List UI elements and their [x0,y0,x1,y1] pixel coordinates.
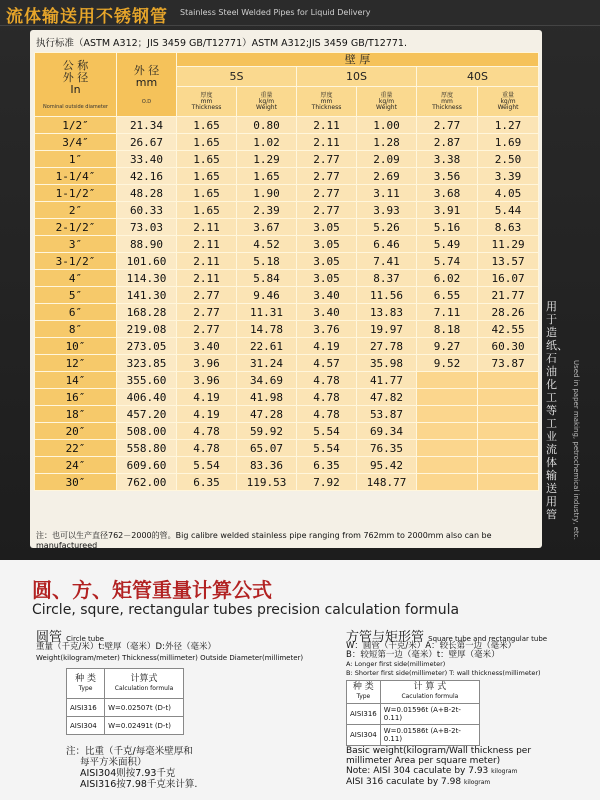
value-cell: 83.36 [237,457,297,474]
value-cell [478,423,539,440]
thickness-label: 厚度 mm Thickness [297,87,357,117]
value-cell: 3.39 [478,168,539,185]
footnote: 注：也可以生产直径762－2000的管。Big calibre welded stainless pipe ranging from 762mm to 2000mm also can be manufactureed [36,531,492,550]
table-row [35,253,539,270]
value-cell: 2.11 [177,253,237,270]
table-row [35,338,539,355]
value-cell: 3.05 [297,219,357,236]
side-caption-en: Used in paper making, petrochemical industry, etc. [572,360,580,540]
value-cell: 22.61 [237,338,297,355]
value-cell: 9.27 [417,338,478,355]
size-cell: 30″ [35,474,117,491]
table-row: AISI316 W=0.02507t (D-t) [67,699,184,717]
value-cell: 19.97 [357,321,417,338]
thickness-label: 厚度 mm Thickness [417,87,478,117]
value-cell: 4.78 [297,406,357,423]
value-cell: 4.57 [297,355,357,372]
value-cell: 2.11 [297,117,357,134]
value-cell: 2.77 [177,287,237,304]
table-row [35,168,539,185]
size-cell: 2″ [35,202,117,219]
value-cell: 7.92 [297,474,357,491]
value-cell: 13.57 [478,253,539,270]
value-cell: 2.39 [237,202,297,219]
value-cell: 3.96 [177,372,237,389]
value-cell: 13.83 [357,304,417,321]
table-row [35,287,539,304]
side-caption [546,300,586,540]
value-cell [478,389,539,406]
value-cell: 14.78 [237,321,297,338]
value-cell: 2.87 [417,134,478,151]
formula-title-en: Circle, squre, rectangular tubes precision calculation formula [32,602,460,618]
value-cell: 21.77 [478,287,539,304]
value-cell: 4.52 [237,236,297,253]
od-cell: 406.40 [117,389,177,406]
value-cell [478,474,539,491]
value-cell: 41.98 [237,389,297,406]
formula-section [0,560,600,800]
banner-title-cn: 流体输送用不锈钢管 [6,7,168,27]
od-cell: 508.00 [117,423,177,440]
value-cell: 5.54 [297,440,357,457]
value-cell: 1.29 [237,151,297,168]
value-cell: 8.37 [357,270,417,287]
value-cell [417,389,478,406]
od-cell: 60.33 [117,202,177,219]
od-cell: 609.60 [117,457,177,474]
od-cell: 88.90 [117,236,177,253]
value-cell: 28.26 [478,304,539,321]
value-cell: 6.55 [417,287,478,304]
value-cell: 3.05 [297,253,357,270]
value-cell: 1.65 [177,151,237,168]
value-cell: 2.77 [297,151,357,168]
square-tube-note: Basic weight(kilogram/Wall thickness per millimeter Area per square meter) Note: AISI 304 caculate by 7.93 kilogram AISI 316 caculate by 7.98 kilogram [346,746,532,787]
value-cell: 4.19 [297,338,357,355]
value-cell [417,423,478,440]
value-cell: 27.78 [357,338,417,355]
table-row [35,219,539,236]
value-cell: 5.49 [417,236,478,253]
value-cell: 2.11 [177,236,237,253]
od-cell: 42.16 [117,168,177,185]
value-cell: 2.77 [177,321,237,338]
value-cell: 148.77 [357,474,417,491]
size-cell: 4″ [35,270,117,287]
size-header: 公 称 外 径 In Nominal outside diameter [35,53,117,117]
value-cell: 4.78 [297,389,357,406]
size-cell: 14″ [35,372,117,389]
wall-header: 壁 厚 [177,53,539,67]
value-cell: 5.18 [237,253,297,270]
value-cell: 3.05 [297,270,357,287]
value-cell: 3.67 [237,219,297,236]
od-cell: 73.03 [117,219,177,236]
value-cell: 73.87 [478,355,539,372]
value-cell: 1.28 [357,134,417,151]
weight-label: 重量 kg/m Weight [478,87,539,117]
size-cell: 20″ [35,423,117,440]
table-body [35,117,539,491]
value-cell: 5.84 [237,270,297,287]
circle-tube-note: 注：比重（千克/每毫米壁厚和 每平方米面积） AISI304则按7.93千克 AISI316按7.98千克来计算. [66,746,198,790]
circle-tube-heading: 圆管 Circle tube [36,630,104,645]
value-cell: 8.18 [417,321,478,338]
standard-text: 执行标准（ASTM A312；JIS 3459 GB/T12771）ASTM A312;JIS 3459 GB/T12771. [36,38,407,49]
size-cell: 24″ [35,457,117,474]
schedule-40s: 40S [417,67,539,87]
value-cell: 9.52 [417,355,478,372]
value-cell: 1.65 [177,202,237,219]
od-cell: 323.85 [117,355,177,372]
size-cell: 3″ [35,236,117,253]
value-cell: 6.35 [297,457,357,474]
value-cell: 3.05 [297,236,357,253]
value-cell: 5.26 [357,219,417,236]
value-cell: 42.55 [478,321,539,338]
size-cell: 2-1/2″ [35,219,117,236]
weight-label: 重量 kg/m Weight [237,87,297,117]
value-cell: 4.05 [478,185,539,202]
od-cell: 26.67 [117,134,177,151]
square-formula-table: 种 类 Type 计 算 式 Caculation formula AISI316 W=0.01596t (A+B-2t-0.11) AISI304 W=0.01586t (A+B-2t-0.11) [346,680,480,746]
value-cell [417,372,478,389]
value-cell: 5.54 [297,423,357,440]
size-cell: 12″ [35,355,117,372]
value-cell: 2.09 [357,151,417,168]
table-row [35,117,539,134]
value-cell: 34.69 [237,372,297,389]
value-cell: 3.38 [417,151,478,168]
banner-title-en: Stainless Steel Welded Pipes for Liquid Delivery [180,8,371,17]
value-cell [478,440,539,457]
value-cell: 47.28 [237,406,297,423]
value-cell: 1.00 [357,117,417,134]
value-cell: 11.56 [357,287,417,304]
value-cell: 2.69 [357,168,417,185]
size-cell: 22″ [35,440,117,457]
size-cell: 1″ [35,151,117,168]
value-cell: 3.56 [417,168,478,185]
value-cell: 31.24 [237,355,297,372]
value-cell: 1.69 [478,134,539,151]
table-row [35,355,539,372]
table-row [35,372,539,389]
value-cell: 2.11 [177,219,237,236]
od-cell: 48.28 [117,185,177,202]
size-cell: 3-1/2″ [35,253,117,270]
value-cell: 7.11 [417,304,478,321]
value-cell: 9.46 [237,287,297,304]
value-cell: 3.40 [297,287,357,304]
pipe-spec-table [34,52,539,491]
table-row [35,185,539,202]
value-cell: 59.92 [237,423,297,440]
table-row [35,457,539,474]
value-cell: 5.16 [417,219,478,236]
value-cell: 2.11 [297,134,357,151]
table-row [35,423,539,440]
size-cell: 18″ [35,406,117,423]
table-row: AISI316 W=0.01596t (A+B-2t-0.11) [347,704,480,725]
value-cell: 3.68 [417,185,478,202]
value-cell: 65.07 [237,440,297,457]
value-cell: 4.78 [177,440,237,457]
table-row [35,440,539,457]
od-cell: 141.30 [117,287,177,304]
value-cell: 3.40 [297,304,357,321]
value-cell: 119.53 [237,474,297,491]
od-cell: 762.00 [117,474,177,491]
table-row [35,304,539,321]
value-cell: 3.76 [297,321,357,338]
value-cell: 4.19 [177,406,237,423]
value-cell: 95.42 [357,457,417,474]
value-cell: 4.78 [177,423,237,440]
od-cell: 457.20 [117,406,177,423]
value-cell: 5.54 [177,457,237,474]
table-row [35,406,539,423]
od-cell: 21.34 [117,117,177,134]
value-cell: 2.77 [417,117,478,134]
schedule-10s: 10S [297,67,417,87]
value-cell: 3.40 [177,338,237,355]
value-cell: 0.80 [237,117,297,134]
value-cell: 11.31 [237,304,297,321]
size-cell: 10″ [35,338,117,355]
table-row [35,134,539,151]
value-cell: 16.07 [478,270,539,287]
value-cell: 69.34 [357,423,417,440]
od-cell: 33.40 [117,151,177,168]
value-cell: 2.77 [297,168,357,185]
value-cell: 5.44 [478,202,539,219]
value-cell: 1.27 [478,117,539,134]
value-cell [478,457,539,474]
od-header: 外 径 mm O.D [117,53,177,117]
value-cell [417,440,478,457]
value-cell: 4.19 [177,389,237,406]
value-cell: 1.65 [237,168,297,185]
value-cell: 60.30 [478,338,539,355]
value-cell [478,406,539,423]
od-cell: 101.60 [117,253,177,270]
weight-label: 重量 kg/m Weight [357,87,417,117]
value-cell: 47.82 [357,389,417,406]
value-cell: 76.35 [357,440,417,457]
value-cell: 3.96 [177,355,237,372]
size-cell: 5″ [35,287,117,304]
thickness-label: 厚度 mm Thickness [177,87,237,117]
od-cell: 273.05 [117,338,177,355]
circle-formula-table: 种 类 Type 计算式 Calculation formula AISI316 W=0.02507t (D-t) AISI304 W=0.02491t (D-t) [66,668,184,735]
value-cell: 2.77 [297,202,357,219]
value-cell: 6.46 [357,236,417,253]
od-cell: 355.60 [117,372,177,389]
size-cell: 6″ [35,304,117,321]
table-row [35,151,539,168]
value-cell: 5.74 [417,253,478,270]
size-cell: 1-1/4″ [35,168,117,185]
value-cell: 2.77 [297,185,357,202]
value-cell: 4.78 [297,372,357,389]
size-cell: 1/2″ [35,117,117,134]
value-cell: 11.29 [478,236,539,253]
circle-tube-legend: 重量（千克/米）t:壁厚（毫米）D:外径（毫米） Weight(kilogram/meter) Thickness(millimeter) Outside Diameter(millimeter) [36,642,304,662]
value-cell: 3.91 [417,202,478,219]
value-cell: 6.35 [177,474,237,491]
side-caption-cn: 用于造纸、石油化工等工业流体输送用管 [546,300,568,521]
table-row: AISI304 W=0.01586t (A+B-2t-0.11) [347,725,480,746]
value-cell: 2.77 [177,304,237,321]
value-cell: 35.98 [357,355,417,372]
table-row: AISI304 W=0.02491t (D-t) [67,717,184,735]
od-cell: 558.80 [117,440,177,457]
value-cell: 1.65 [177,168,237,185]
od-cell: 168.28 [117,304,177,321]
value-cell [417,474,478,491]
size-cell: 3/4″ [35,134,117,151]
size-cell: 16″ [35,389,117,406]
value-cell: 6.02 [417,270,478,287]
table-row [35,202,539,219]
table-row [35,474,539,491]
schedule-5s: 5S [177,67,297,87]
square-tube-heading: 方管与矩形管 Square tube and rectangular tube [346,630,548,645]
value-cell [417,406,478,423]
value-cell: 1.90 [237,185,297,202]
od-cell: 114.30 [117,270,177,287]
table-row [35,270,539,287]
table-row [35,321,539,338]
value-cell: 2.11 [177,270,237,287]
formula-title-cn: 圆、方、矩管重量计算公式 [32,578,272,602]
value-cell: 1.65 [177,117,237,134]
value-cell: 41.77 [357,372,417,389]
table-row [35,389,539,406]
value-cell: 53.87 [357,406,417,423]
size-cell: 8″ [35,321,117,338]
value-cell: 1.65 [177,134,237,151]
pipe-spec-card [30,30,542,548]
banner [0,0,600,26]
value-cell: 7.41 [357,253,417,270]
od-cell: 219.08 [117,321,177,338]
value-cell [478,372,539,389]
value-cell: 2.50 [478,151,539,168]
size-cell: 1-1/2″ [35,185,117,202]
value-cell: 3.93 [357,202,417,219]
value-cell [417,457,478,474]
value-cell: 1.02 [237,134,297,151]
value-cell: 3.11 [357,185,417,202]
square-tube-legend: W：圆管（千克/米）A：较长第一边（毫米） B：较短第一边（毫米）t：壁厚（毫米） A: Longer first side(millimeter) B: Shorter first side(millimeter) T: wall thickness(millimeter) [346,641,541,677]
value-cell: 1.65 [177,185,237,202]
value-cell: 8.63 [478,219,539,236]
table-row [35,236,539,253]
